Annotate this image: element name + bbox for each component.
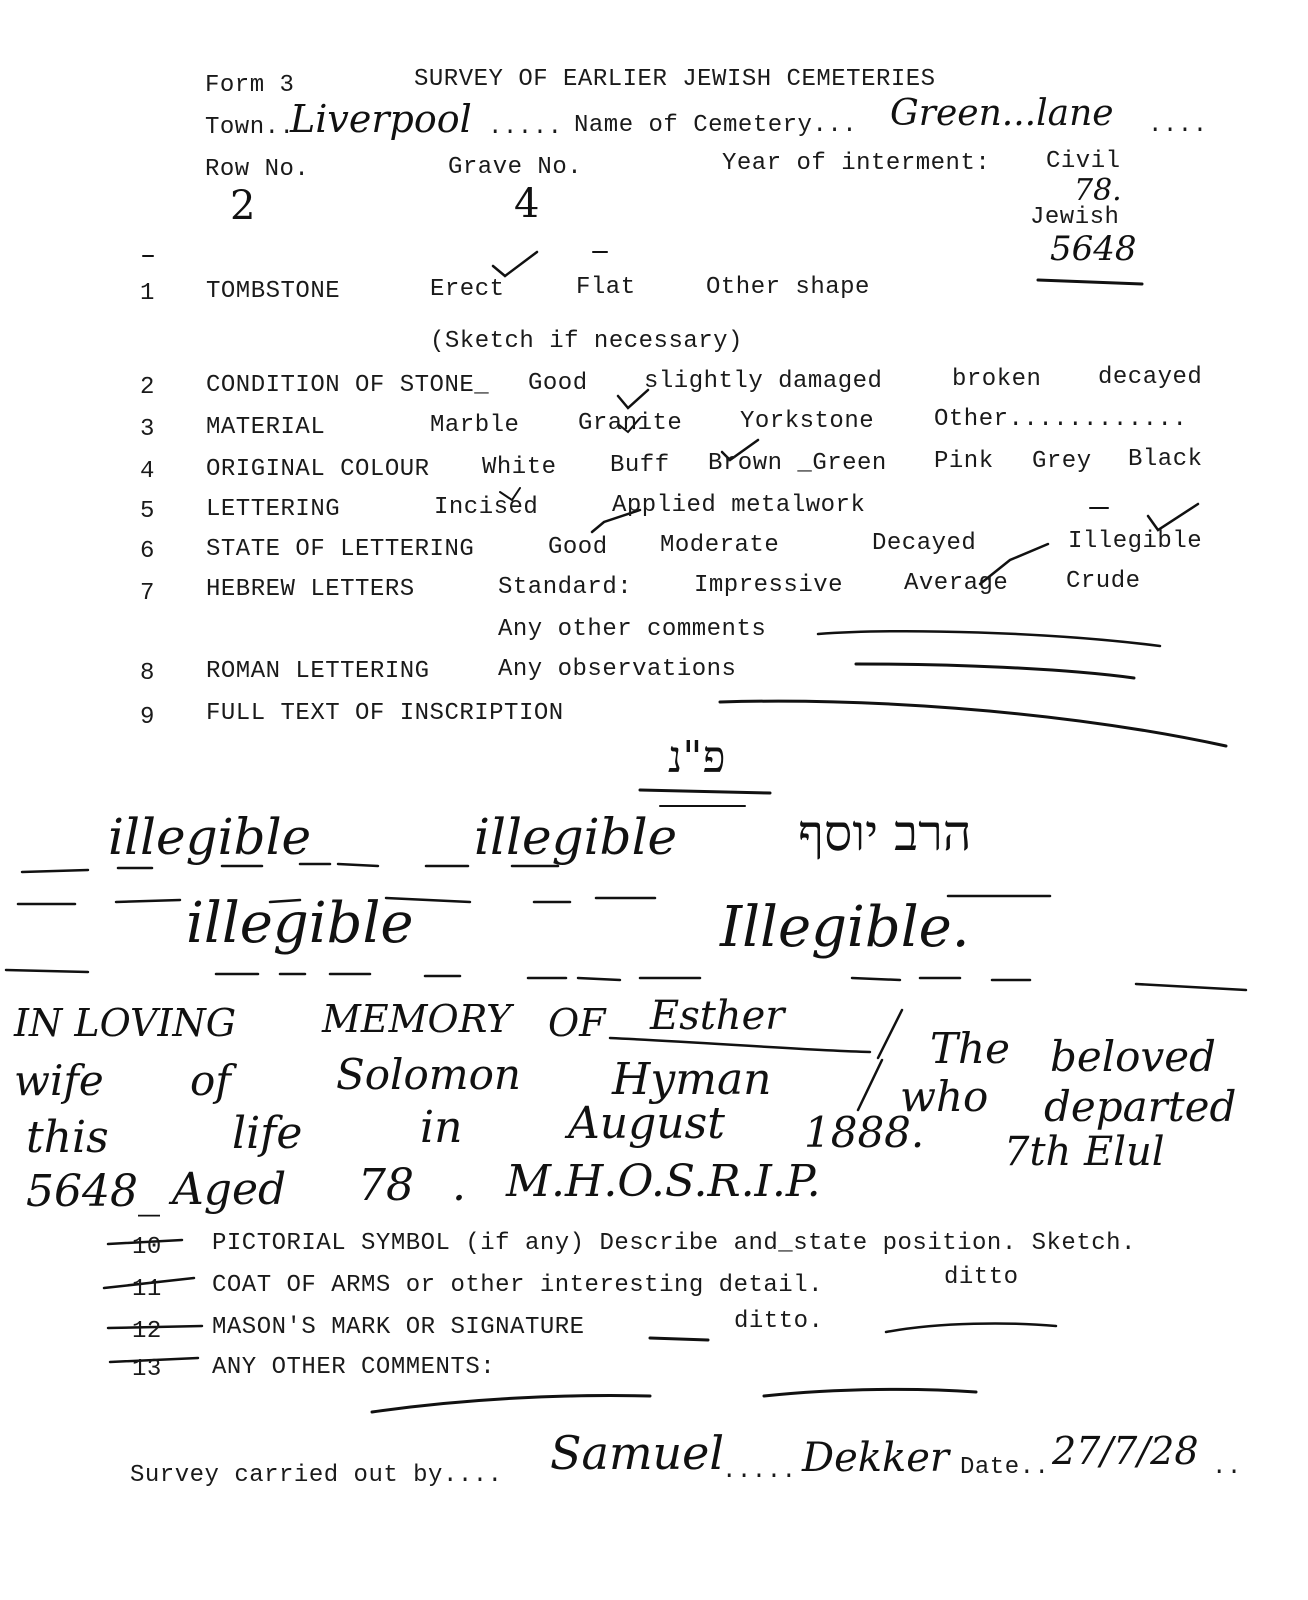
condition-label: CONDITION OF STONE_ [206,372,490,399]
line-inscription-9 [720,701,1226,746]
pictorial-label: PICTORIAL SYMBOL (if any) Describe and_state position. Sketch. [212,1230,1136,1257]
surveyor-signature: Dekker [802,1435,950,1481]
option-state-good: Good [548,534,608,561]
inscription-word: . [452,1160,466,1211]
date-label: Date.. [960,1454,1050,1481]
item-number: 10 [132,1234,162,1261]
cemetery-dots: .... [1148,112,1208,139]
option-yorkstone: Yorkstone [740,408,875,435]
ditto-11: ditto [944,1264,1019,1291]
item-number: 5 [140,498,155,525]
jewish-label: Jewish [1030,204,1120,231]
option-average: Average [904,570,1009,597]
underline-esther [610,1038,870,1052]
inscription-word: 78 [358,1160,414,1211]
item-number: 1 [140,280,155,307]
inscription-word: of [190,1056,231,1105]
civil-value: 78. [1074,173,1122,208]
hebrew-top: פ"נ [668,732,726,783]
tombstone-label: TOMBSTONE [206,278,341,305]
line-mason-1 [650,1338,708,1340]
inscription-word: wife [14,1056,104,1105]
coat-of-arms-label: COAT OF ARMS or other interesting detail. [212,1272,823,1299]
surveyor-dots: ..... [722,1458,797,1485]
option-slightly-damaged: slightly damaged [644,368,883,395]
line-mason-2 [886,1324,1056,1332]
mason-mark-label: MASON'S MARK OR SIGNATURE [212,1314,585,1341]
item-number: 9 [140,704,155,731]
option-good: Good [528,370,588,397]
cemetery-label: Name of Cemetery... [574,112,858,139]
option-grey: Grey [1032,448,1092,475]
option-flat: Flat [576,274,636,301]
underline-jewish [1038,280,1142,284]
option-illegible: Illegible [1068,528,1203,555]
line-comments-13b [764,1389,976,1396]
inscription-word: Aged [172,1164,287,1215]
option-applied-metalwork: Applied metalwork [612,492,866,519]
inscription-word: 5648_ [26,1166,160,1217]
town-label: Town.. [205,114,295,141]
hebrew-letters-label: HEBREW LETTERS [206,576,415,603]
option-buff: Buff [610,452,670,479]
row-label: Row No. [205,156,310,183]
sketch-note: (Sketch if necessary) [430,328,743,355]
divider-slash-1 [878,1010,902,1058]
date-dots: .. [1212,1454,1242,1481]
inscription-word: this [26,1112,109,1163]
observations-label: Any observations [498,656,737,683]
civil-label: Civil [1046,148,1121,175]
illegible-note: Illegible. [720,895,970,960]
option-brown-green: Brown _Green [708,450,887,477]
line-comments-13a [372,1396,650,1412]
item-number: 12 [132,1318,162,1345]
illegible-note: illegible [474,808,678,866]
option-pink: Pink [934,448,994,475]
colour-label: ORIGINAL COLOUR [206,456,430,483]
option-decayed: decayed [1098,364,1203,391]
inscription-word: in [420,1102,463,1153]
grave-label: Grave No. [448,154,583,181]
form-title: SURVEY OF EARLIER JEWISH CEMETERIES [414,66,936,93]
option-other-shape: Other shape [706,274,870,301]
form-number: Form 3 [205,72,295,99]
any-other-comments-label: Any other comments [498,616,767,643]
illegible-note: illegible [108,808,312,866]
option-moderate: Moderate [660,532,780,559]
inscription-word: Solomon [336,1050,521,1099]
item-number: 4 [140,458,155,485]
line-comments-7 [818,631,1160,646]
row-value: 2 [230,183,256,229]
inscription-word: Hyman [612,1054,772,1105]
hebrew-name: הרב יוסף [798,804,972,862]
underline-hebrew-top [640,790,770,793]
full-text-label: FULL TEXT OF INSCRIPTION [206,700,564,727]
state-label: STATE OF LETTERING [206,536,475,563]
item-number: 6 [140,538,155,565]
inscription-word: August [568,1098,725,1149]
tick-illegible [1148,504,1198,530]
item-number: 7 [140,580,155,607]
item-number: 8 [140,660,155,687]
item-number: 3 [140,416,155,443]
tick-erect [493,252,537,276]
material-label: MATERIAL [206,414,326,441]
jewish-value: 5648 [1050,229,1137,269]
roman-lettering-label: ROMAN LETTERING [206,658,430,685]
inscription-word: who [900,1072,989,1121]
option-erect: Erect [430,276,505,303]
option-white: White [482,454,557,481]
inscription-word: life [232,1108,303,1159]
inscription-word: M.H.O.S.R.I.P. [506,1156,821,1207]
divider-slash-2 [858,1060,882,1110]
inscription-word: 1888. [804,1108,925,1157]
inscription-word: OF [548,1001,606,1045]
survey-by-label: Survey carried out by.... [130,1462,503,1489]
option-crude: Crude [1066,568,1141,595]
inscription-word: Esther [650,993,785,1039]
town-value: Liverpool [290,97,472,141]
item-number: 2 [140,374,155,401]
option-incised: Incised [434,494,539,521]
inscription-word: IN LOVING [14,1001,237,1045]
surveyor-signature: Samuel [550,1426,725,1480]
grave-value: 4 [514,181,540,227]
option-other: Other............ [934,406,1188,433]
other-comments-label: ANY OTHER COMMENTS: [212,1354,496,1381]
standard-label: Standard: [498,574,633,601]
option-marble: Marble [430,412,520,439]
option-impressive: Impressive [694,572,844,599]
date-value: 27/7/28 [1052,1429,1199,1473]
option-black: Black [1128,446,1203,473]
line-observations-8 [856,664,1134,678]
inscription-word: The [930,1024,1010,1073]
dash-row3 [6,970,1246,990]
item-number: 13 [132,1356,162,1383]
item-number: 11 [132,1276,162,1303]
inscription-word: beloved [1050,1032,1216,1081]
ditto-12: ditto. [734,1308,824,1335]
cemetery-value: Green...lane [890,93,1114,134]
inscription-word: departed [1044,1082,1237,1131]
illegible-note: illegible [186,891,414,956]
town-dots: ..... [488,114,563,141]
lettering-label: LETTERING [206,496,341,523]
option-broken: broken [952,366,1042,393]
option-granite: Granite [578,410,683,437]
inscription-word: MEMORY [322,997,512,1041]
year-label: Year of interment: [722,150,991,177]
option-state-decayed: Decayed [872,530,977,557]
inscription-word: 7th Elul [1004,1129,1165,1175]
